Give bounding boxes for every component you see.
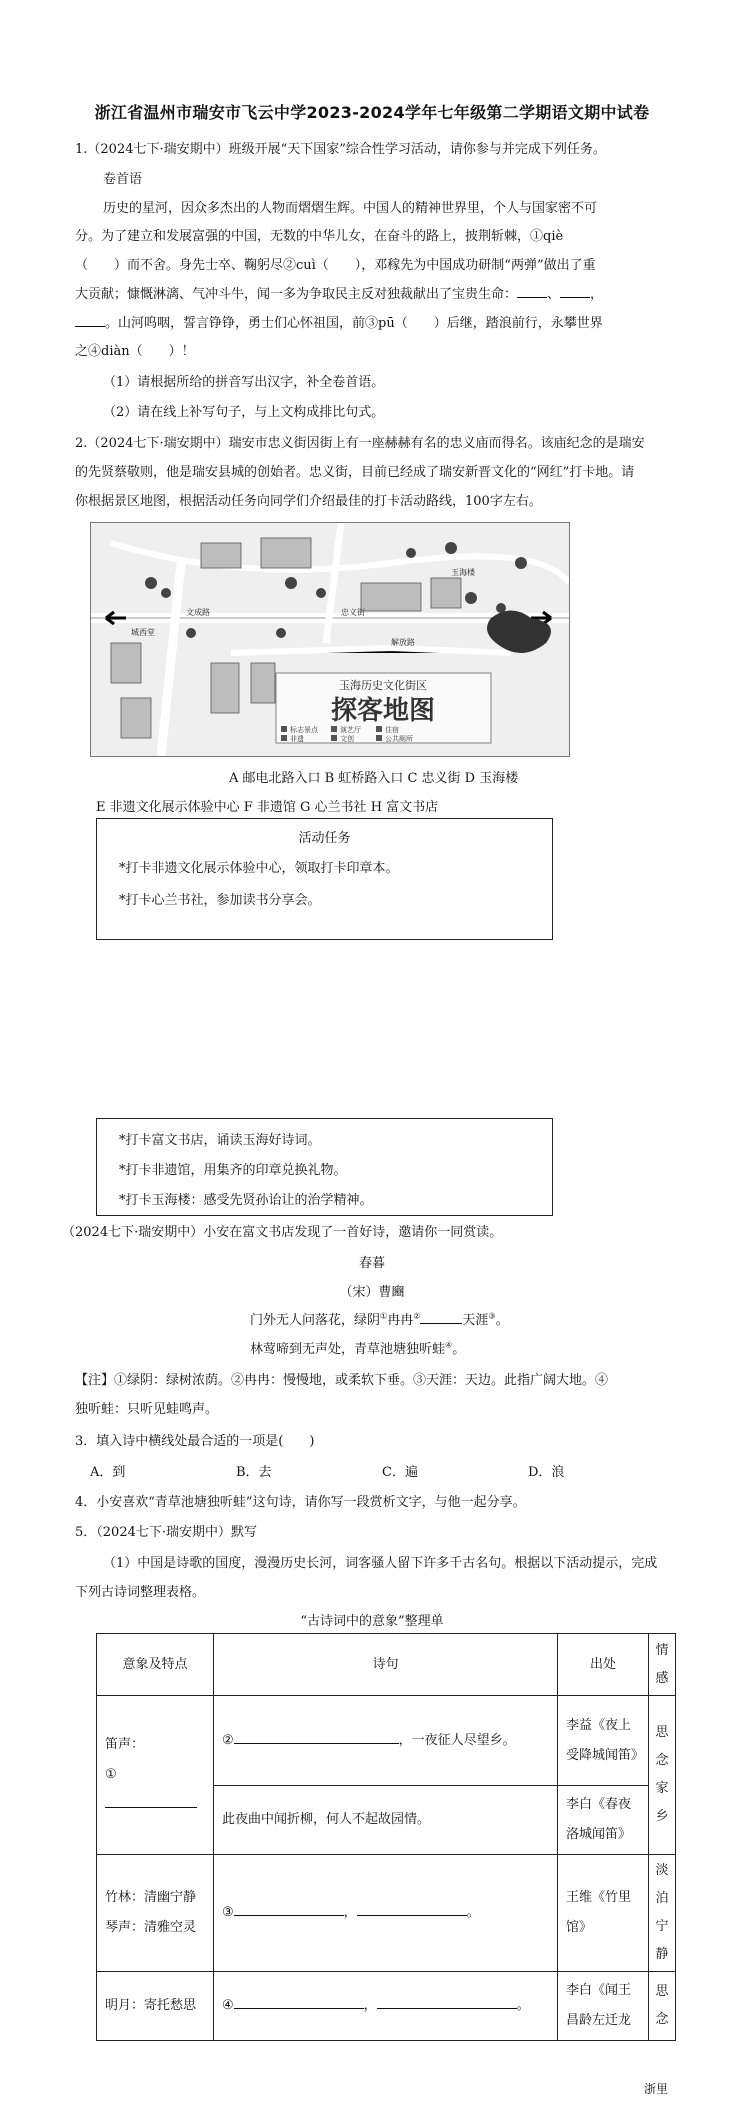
answer-blank[interactable] bbox=[234, 1995, 364, 2009]
header-image: 意象及特点 bbox=[97, 1634, 214, 1696]
map-drawing bbox=[91, 523, 569, 756]
question-5: 5．（2024七下·瑞安期中）默写 bbox=[75, 1525, 257, 1540]
poem-note: 独听蛙：只听见蛙鸣声。 bbox=[75, 1402, 219, 1417]
blank-number: ④ bbox=[222, 1998, 234, 2013]
option-c[interactable]: C．遍 bbox=[382, 1465, 418, 1480]
cell-emotion: 思念 bbox=[649, 1972, 676, 2041]
answer-blank[interactable] bbox=[75, 313, 105, 327]
q1-intro: 1.（2024七下·瑞安期中）班级开展“天下国家”综合性学习活动，请你参与并完成下列任务。 bbox=[75, 142, 606, 157]
page-title: 浙江省温州市瑞安市飞云中学2023-2024学年七年级第二学期语文期中试卷 bbox=[94, 103, 650, 122]
poem-text: 冉冉 bbox=[387, 1313, 414, 1328]
map-options-1: A 邮电北路入口 B 虹桥路入口 C 忠义街 D 玉海楼 bbox=[229, 771, 519, 786]
answer-blank[interactable] bbox=[420, 1310, 462, 1324]
map-title: 探客地图 bbox=[330, 696, 436, 726]
task-item: *打卡心兰书社，参加读书分享会。 bbox=[119, 893, 321, 908]
q5-text: 下列古诗词整理表格。 bbox=[75, 1585, 206, 1600]
verse-text: 。 bbox=[516, 1998, 530, 2013]
header-verse: 诗句 bbox=[214, 1634, 558, 1696]
q1-sub2: （2）请在线上补写句子，与上文构成排比句式。 bbox=[103, 405, 385, 420]
task-box-lower bbox=[96, 1118, 553, 1216]
legend-item: 公共厕所 bbox=[385, 735, 413, 743]
image-blank bbox=[105, 1760, 205, 1820]
poem-text: 。 bbox=[495, 1313, 509, 1328]
q1-paragraph-line: 之④diàn（ ）！ bbox=[75, 344, 195, 359]
answer-blank[interactable] bbox=[517, 284, 547, 298]
cell-source: 李白《闻王昌龄左迁龙 bbox=[558, 1972, 649, 2041]
q5-text: （1）中国是诗歌的国度，漫漫历史长河，词客骚人留下许多千古名句。根据以下活动提示，完成 bbox=[103, 1556, 658, 1571]
map-label: 文成路 bbox=[186, 608, 210, 617]
task-title: 活动任务 bbox=[298, 831, 351, 846]
blank-number: ② bbox=[222, 1732, 234, 1748]
map-options-2: E 非遗文化展示体验中心 F 非遗馆 G 心兰书社 H 富文书店 bbox=[96, 800, 439, 815]
task-item: *打卡非遗文化展示体验中心，领取打卡印章本。 bbox=[119, 861, 399, 876]
separator: ， bbox=[590, 287, 604, 302]
option-a[interactable]: A．到 bbox=[90, 1465, 126, 1480]
answer-blank[interactable] bbox=[234, 1730, 399, 1744]
q1-paragraph-line bbox=[75, 283, 603, 302]
cell-verse bbox=[214, 1972, 558, 2041]
cell-source: 王维《竹里馆》 bbox=[558, 1855, 649, 1972]
q2-line: 2.（2024七下·瑞安期中）瑞安市忠义街因街上有一座赫赫有名的忠义庙而得名。该庙纪念的是瑞安 bbox=[75, 436, 645, 451]
image-label: 琴声：清雅空灵 bbox=[105, 1920, 197, 1935]
blank-number: ① bbox=[105, 1767, 117, 1782]
cell-emotion: 思念家乡 bbox=[649, 1696, 676, 1855]
question-4: 4．小安喜欢“青草池塘独听蛙”这句诗，请你写一段赏析文字，与他一起分享。 bbox=[75, 1495, 526, 1510]
poem-text: 林莺啼到无声处，青草池塘独听蛙 bbox=[250, 1342, 446, 1357]
verse-text: ，一夜征人尽望乡。 bbox=[398, 1732, 516, 1748]
answer-blank[interactable] bbox=[377, 1995, 517, 2009]
map-label: 解放路 bbox=[391, 638, 415, 647]
footer-mark: 浙里 bbox=[644, 2082, 669, 2096]
image-label: 竹林：清幽宁静 bbox=[105, 1890, 197, 1905]
cell-source: 李益《夜上受降城闻笛》 bbox=[558, 1696, 649, 1786]
map-label: 城西堂 bbox=[131, 628, 155, 637]
legend-item: 演艺厅 bbox=[340, 726, 361, 734]
poem-note: 【注】①绿阴：绿树浓荫。②冉冉：慢慢地，或柔软下垂。③天涯：天边。此指广阔大地。④ bbox=[75, 1373, 609, 1388]
poem-text: 天涯 bbox=[462, 1313, 489, 1328]
task-item: *打卡玉海楼：感受先贤孙诒让的治学精神。 bbox=[119, 1193, 373, 1208]
cell-image bbox=[97, 1855, 214, 1972]
cell-verse bbox=[214, 1855, 558, 1972]
footnote-mark: ② bbox=[413, 1311, 421, 1321]
poem-line-2 bbox=[250, 1338, 465, 1357]
legend-item: 非遗 bbox=[290, 735, 304, 743]
q1-sub1: （1）请根据所给的拼音写出汉字，补全卷首语。 bbox=[103, 375, 385, 390]
blank-number: ③ bbox=[222, 1905, 234, 1920]
header-source: 出处 bbox=[558, 1634, 649, 1696]
table-title: “古诗词中的意象”整理单 bbox=[300, 1614, 444, 1629]
option-d[interactable]: D．浪 bbox=[528, 1465, 565, 1480]
answer-blank[interactable] bbox=[560, 284, 590, 298]
option-b[interactable]: B．去 bbox=[236, 1465, 272, 1480]
q1-paragraph-line bbox=[75, 312, 603, 331]
legend-item: 住宿 bbox=[385, 726, 399, 734]
poem-author: （宋）曹豳 bbox=[339, 1285, 405, 1300]
cell-emotion: 淡泊宁静 bbox=[649, 1855, 676, 1972]
answer-blank[interactable] bbox=[105, 1794, 197, 1808]
cell-source: 李白《春夜洛城闻笛》 bbox=[558, 1786, 649, 1855]
question-3: 3．填入诗中横线处最合适的一项是( ) bbox=[75, 1434, 315, 1449]
task-box-upper bbox=[96, 818, 553, 940]
cell-image bbox=[97, 1696, 214, 1855]
answer-blank[interactable] bbox=[234, 1902, 344, 1916]
q1-heading: 卷首语 bbox=[103, 172, 143, 187]
verse-text: ， bbox=[343, 1905, 357, 1920]
q1-paragraph-line: （ ）而不舍。身先士卒、鞠躬尽②cuì（ ），邓稼先为中国成功研制“两弹”做出了重 bbox=[75, 258, 596, 273]
poem-text: 门外无人问落花，绿阴 bbox=[250, 1313, 381, 1328]
header-emotion: 情感 bbox=[649, 1634, 676, 1696]
image-label: 笛声： bbox=[105, 1737, 145, 1752]
poem-title: 春暮 bbox=[358, 1256, 385, 1271]
map-caption: 玉海历史文化街区 bbox=[339, 679, 427, 692]
footnote-mark: ① bbox=[380, 1311, 388, 1321]
cell-image: 明月：寄托愁思 bbox=[97, 1972, 214, 2041]
footnote-mark: ④ bbox=[445, 1340, 453, 1350]
verse-text: ， bbox=[363, 1998, 377, 2013]
task-item: *打卡非遗馆，用集齐的印章兑换礼物。 bbox=[119, 1163, 347, 1178]
map-label: 玉海楼 bbox=[451, 568, 475, 577]
scenic-map bbox=[90, 522, 570, 757]
map-label: 忠义街 bbox=[341, 608, 365, 617]
q1-paragraph-text: 。山河呜咽，誓言铮铮，勇士们心怀祖国，前③pū（ ）后继，踏浪前行，永攀世界 bbox=[105, 316, 603, 331]
q1-paragraph-line: 历史的星河，因众多杰出的人物而熠熠生辉。中国人的精神世界里，个人与国家密不可 bbox=[103, 201, 598, 216]
task-item: *打卡富文书店，诵读玉海好诗词。 bbox=[119, 1133, 321, 1148]
poetry-table bbox=[96, 1633, 676, 2041]
q2-line: 的先贤蔡敬则，他是瑞安县城的创始者。忠义街，目前已经成了瑞安新晋文化的“网红”打卡地。请 bbox=[75, 465, 635, 480]
q1-paragraph-line: 分。为了建立和发展富强的中国，无数的中华儿女，在奋斗的路上，披荆斩棘，①qiè bbox=[75, 229, 564, 244]
poem-text: 。 bbox=[452, 1342, 466, 1357]
cell-verse bbox=[214, 1696, 558, 1786]
footnote-mark: ③ bbox=[488, 1311, 496, 1321]
legend-item: 文创 bbox=[340, 735, 354, 743]
poem-intro: （2024七下·瑞安期中）小安在富文书店发现了一首好诗，邀请你一同赏读。 bbox=[62, 1225, 503, 1240]
separator: 、 bbox=[547, 287, 561, 302]
verse-text: 。 bbox=[466, 1905, 480, 1920]
cell-verse: 此夜曲中闻折柳，何人不起故园情。 bbox=[214, 1786, 558, 1855]
q2-line: 你根据景区地图，根据活动任务向同学们介绍最佳的打卡活动路线，100字左右。 bbox=[75, 494, 542, 509]
answer-blank[interactable] bbox=[357, 1902, 467, 1916]
poem-line-1 bbox=[250, 1309, 509, 1328]
q1-paragraph-text: 大贡献；慷慨淋漓、气冲斗牛，闻一多为争取民主反对独裁献出了宝贵生命： bbox=[75, 287, 518, 302]
legend-item: 标志景点 bbox=[290, 726, 318, 734]
